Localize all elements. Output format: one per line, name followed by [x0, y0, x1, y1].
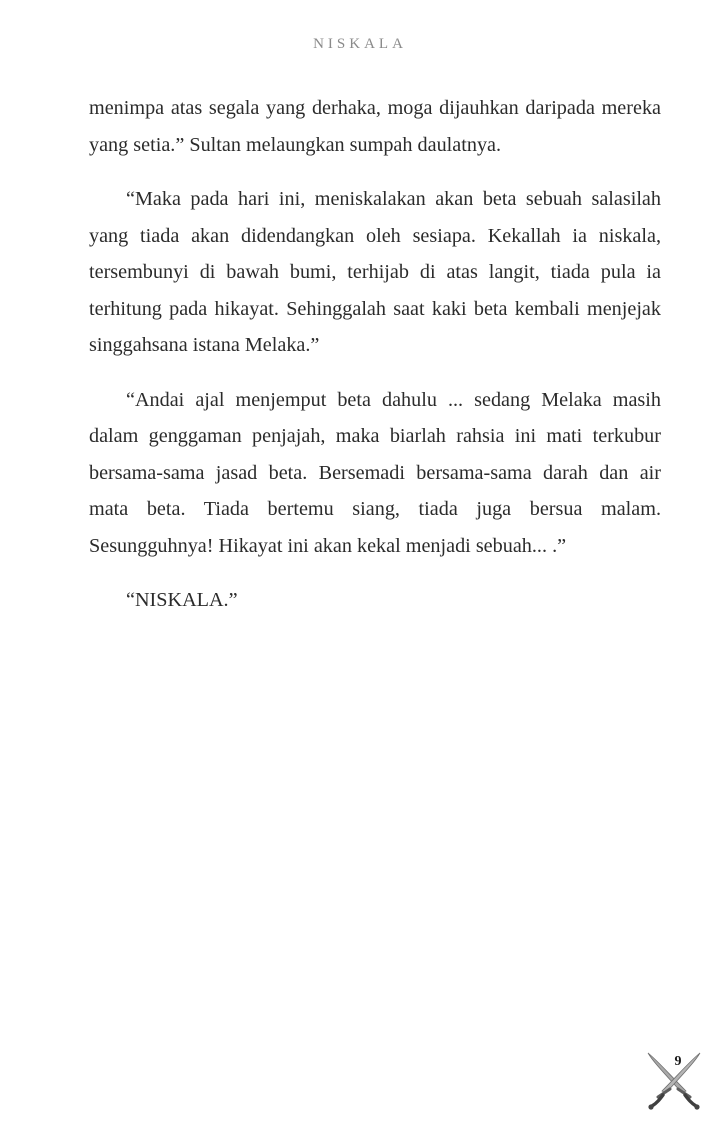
running-header: NISKALA: [313, 36, 407, 52]
paragraph-andai-ajal: “Andai ajal menjemput beta dahulu ... sedang Melaka masih dalam genggaman penjajah, maka biarlah rahsia ini mati terkubur bersama-sama jasad beta. Bersemadi bersama-sama darah dan air mata beta. Tiada bertemu siang, tiada juga bersua malam. Sesungguhnya! Hikayat ini akan kekal menjadi sebuah... .”: [89, 388, 661, 557]
page-number: 9: [674, 1054, 682, 1069]
paragraph-continuation: menimpa atas segala yang derhaka, moga dijauhkan daripada mereka yang setia.” Sultan melaungkan sumpah daulatnya.: [89, 97, 661, 156]
body-text: [89, 90, 661, 637]
paragraph-sultan-speech: “Maka pada hari ini, meniskalakan akan beta sebuah salasilah yang tiada akan didendangkan oleh sesiapa. Kekallah ia niskala, tersembunyi di bawah bumi, terhijab di atas langit, tiada pula ia terhitung pada hikayat. Sehinggalah saat kaki beta kembali menjejak singgahsana istana Melaka.”: [89, 188, 661, 356]
paragraph-niskala: “NISKALA.”: [126, 589, 238, 611]
